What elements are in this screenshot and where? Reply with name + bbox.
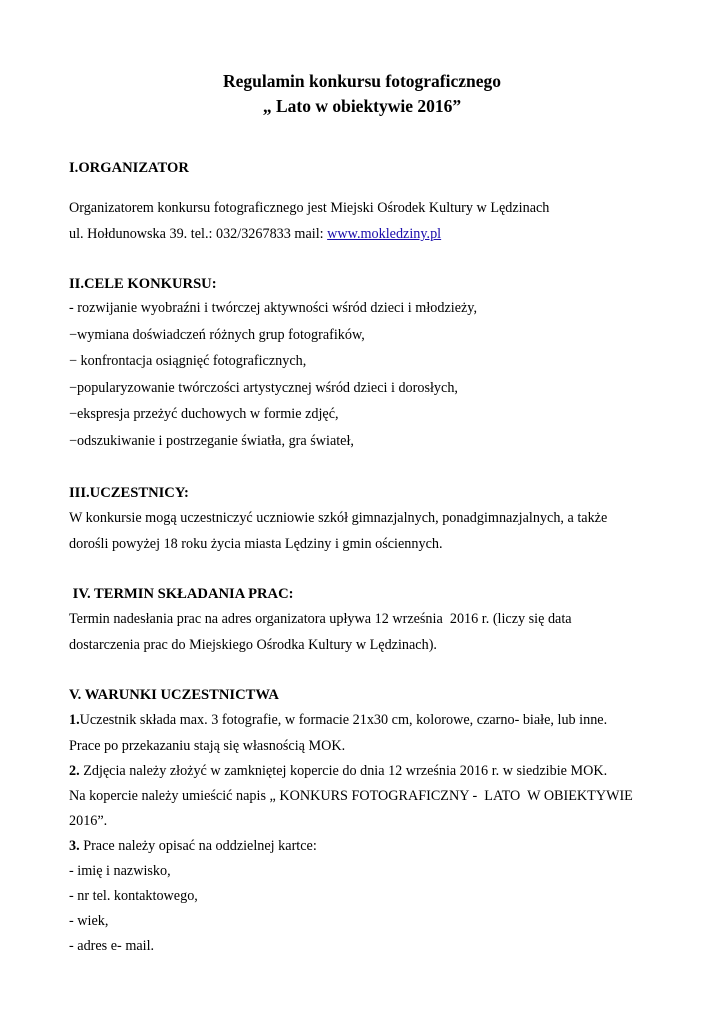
- warunki-point-2: [69, 761, 607, 781]
- warunki-point-2-cont: Na kopercie należy umieścić napis „ KONKURS FOTOGRAFICZNY - LATO W OBIEKTYWIE: [69, 788, 633, 804]
- cele-item: −odszukiwanie i postrzeganie światła, gra świateł,: [69, 433, 354, 449]
- warunki-list-item: - wiek,: [69, 913, 109, 929]
- point-number: 1.: [69, 712, 80, 728]
- uczestnicy-line-2: dorośli powyżej 18 roku życia miasta Lędziny i gmin ościennych.: [69, 536, 443, 552]
- cele-item: −ekspresja przeżyć duchowych w formie zdjęć,: [69, 406, 339, 422]
- organizator-line-1: Organizatorem konkursu fotograficznego jest Miejski Ośrodek Kultury w Lędzinach: [69, 200, 550, 216]
- warunki-point-2-cont-2: 2016”.: [69, 813, 108, 829]
- point-text: Zdjęcia należy złożyć w zamkniętej kopercie do dnia 12 września 2016 r. w siedzibie MOK.: [79, 763, 608, 779]
- cele-item: −popularyzowanie twórczości artystycznej wśród dzieci i dorosłych,: [69, 380, 458, 396]
- termin-line-2: dostarczenia prac do Miejskiego Ośrodka Kultury w Lędzinach).: [69, 637, 437, 653]
- warunki-list-item: - imię i nazwisko,: [69, 863, 171, 879]
- point-text: Uczestnik składa max. 3 fotografie, w formacie 21x30 cm, kolorowe, czarno- białe, lub inne.: [79, 712, 608, 728]
- warunki-point-3: [69, 836, 317, 856]
- organizator-address: ul. Hołdunowska 39. tel.: 032/3267833 mail:: [69, 226, 328, 242]
- warunki-list-item: - adres e- mail.: [69, 938, 155, 954]
- cele-item: − konfrontacja osiągnięć fotograficznych,: [69, 353, 307, 369]
- section-heading-cele: II.CELE KONKURSU:: [69, 276, 217, 292]
- warunki-point-1: [69, 710, 607, 730]
- organizator-line-2: [69, 224, 441, 244]
- document-subtitle: „ Lato w obiektywie 2016”: [262, 96, 462, 116]
- website-link[interactable]: www.mokledziny.pl: [327, 226, 442, 242]
- cele-item: - rozwijanie wyobraźni i twórczej aktywności wśród dzieci i młodzieży,: [69, 300, 478, 316]
- warunki-point-1-cont: Prace po przekazaniu stają się własnością MOK.: [69, 738, 346, 754]
- uczestnicy-line-1: W konkursie mogą uczestniczyć uczniowie szkół gimnazjalnych, ponadgimnazjalnych, a także: [69, 510, 608, 526]
- termin-line-1: Termin nadesłania prac na adres organizatora upływa 12 września 2016 r. (liczy się data: [69, 611, 572, 627]
- point-number: 3.: [69, 838, 80, 854]
- document-title: Regulamin konkursu fotograficznego: [222, 71, 502, 91]
- section-heading-warunki: V. WARUNKI UCZESTNICTWA: [69, 687, 279, 703]
- point-number: 2.: [69, 763, 80, 779]
- point-text: Prace należy opisać na oddzielnej kartce:: [79, 838, 317, 854]
- section-heading-uczestnicy: III.UCZESTNICY:: [69, 485, 189, 501]
- section-heading-organizator: I.ORGANIZATOR: [69, 160, 189, 176]
- warunki-list-item: - nr tel. kontaktowego,: [69, 888, 198, 904]
- section-heading-termin: IV. TERMIN SKŁADANIA PRAC:: [69, 586, 294, 602]
- cele-item: −wymiana doświadczeń różnych grup fotografików,: [69, 327, 365, 343]
